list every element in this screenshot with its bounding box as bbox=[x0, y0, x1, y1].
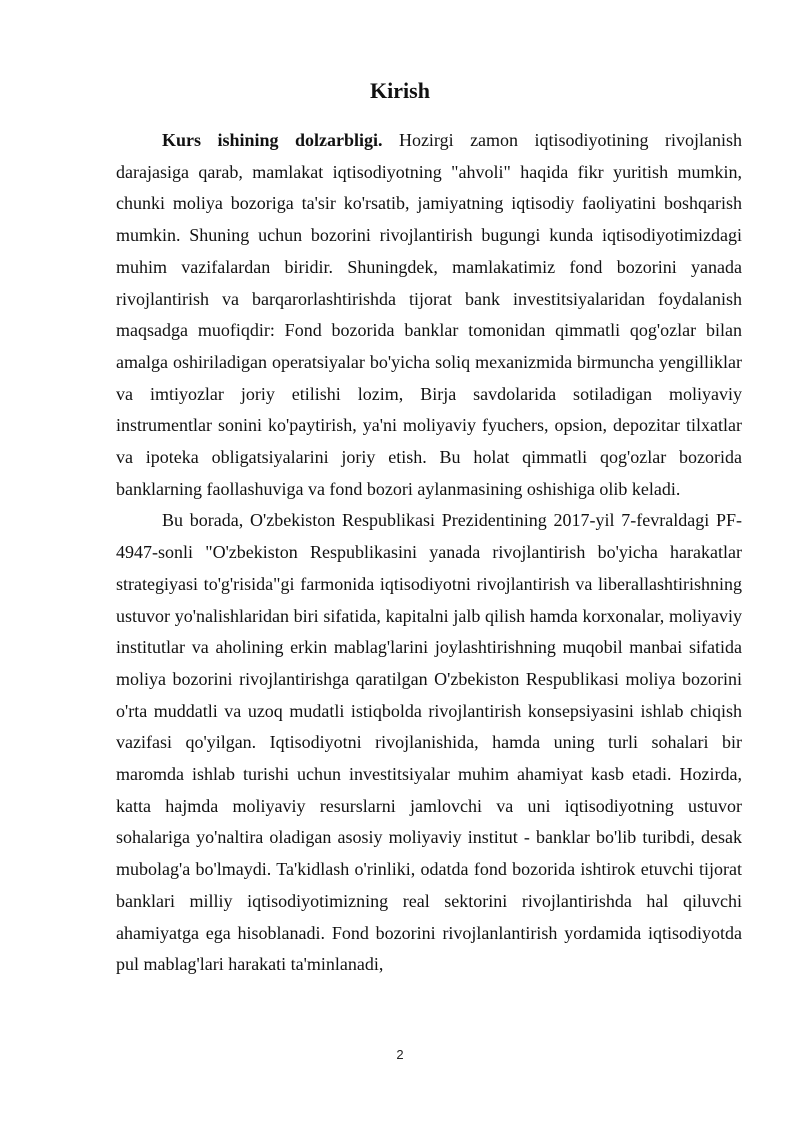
page-title: Kirish bbox=[370, 78, 430, 103]
document-body bbox=[116, 125, 742, 981]
paragraph-lead-heading: Kurs ishining dolzarbligi. bbox=[162, 130, 383, 150]
paragraph-decree: Bu borada, O'zbekiston Respublikasi Prezidentining 2017-yil 7-fevraldagi PF-4947-sonli "O'zbekiston Respublikasini yanada rivojlantirish bo'yicha harakatlar strategiyasi to'g'risida"gi farmonida iqtisodiyotni rivojlantirish va liberallashtirishning ustuvor yo'nalishlaridan biri sifatida, kapitalni jalb qilish hamda korxonalar, moliyaviy institutlar va aholining erkin mablag'larini joylashtirishning muqobil manbai sifatida moliya bozorini rivojlantirishga qaratilgan O'zbekiston Respublikasi moliya bozorini o'rta muddatli va uzoq mudatli istiqbolda rivojlantirish konsepsiyasini ishlab chiqish vazifasi qo'yilgan. Iqtisodiyotni rivojlanishida, hamda uning turli sohalari bir maromda ishlab turishi uchun investitsiyalar muhim ahamiyat kasb etadi. Hozirda, katta hajmda moliyaviy resurslarni jamlovchi va uni iqtisodiyotning ustuvor sohalariga yo'naltira oladigan asosiy moliyaviy institut - banklar bo'lib turibdi, desak mubolag'a bo'lmaydi. Ta'kidlash o'rinliki, odatda fond bozorida ishtirok etuvchi tijorat banklari milliy iqtisodiyotimizning real sektorini rivojlantirishda hal qiluvchi ahamiyatga ega hisoblanadi. Fond bozorini rivojlanlantirish yordamida iqtisodiyotda pul mablag'lari harakati ta'minlanadi, bbox=[116, 510, 742, 975]
paragraph-relevance bbox=[116, 125, 742, 505]
page-number: 2 bbox=[396, 1047, 404, 1062]
paragraph-relevance-text: Hozirgi zamon iqtisodiyotining rivojlanish darajasiga qarab, mamlakat iqtisodiyotning "ahvoli" haqida fikr yuritish mumkin, chunki moliya bozoriga ta'sir ko'rsatib, jamiyatning iqtisodiy faoliyatini boshqarish mumkin. Shuning uchun bozorini rivojlantirish bugungi kunda iqtisodiyotimizdagi muhim vazifalardan biridir. Shuningdek, mamlakatimiz fond bozorini yanada rivojlantirish va barqarorlashtirishda tijorat bank investitsiyalaridan foydalanish maqsadga muofiqdir: Fond bozorida banklar tomonidan qimmatli qog'ozlar bilan amalga oshiriladigan operatsiyalar bo'yicha soliq mexanizmida birmuncha yengilliklar va imtiyozlar joriy etilishi lozim, Birja savdolarida sotiladigan moliyaviy instrumentlar sonini ko'paytirish, ya'ni moliyaviy fyuchers, opsion, depozitar tilxatlar va ipoteka obligatsiyalarini joriy etish. Bu holat qimmatli qog'ozlar bozorida banklarning faollashuviga va fond bozori aylanmasining oshishiga olib keladi. bbox=[116, 130, 742, 499]
